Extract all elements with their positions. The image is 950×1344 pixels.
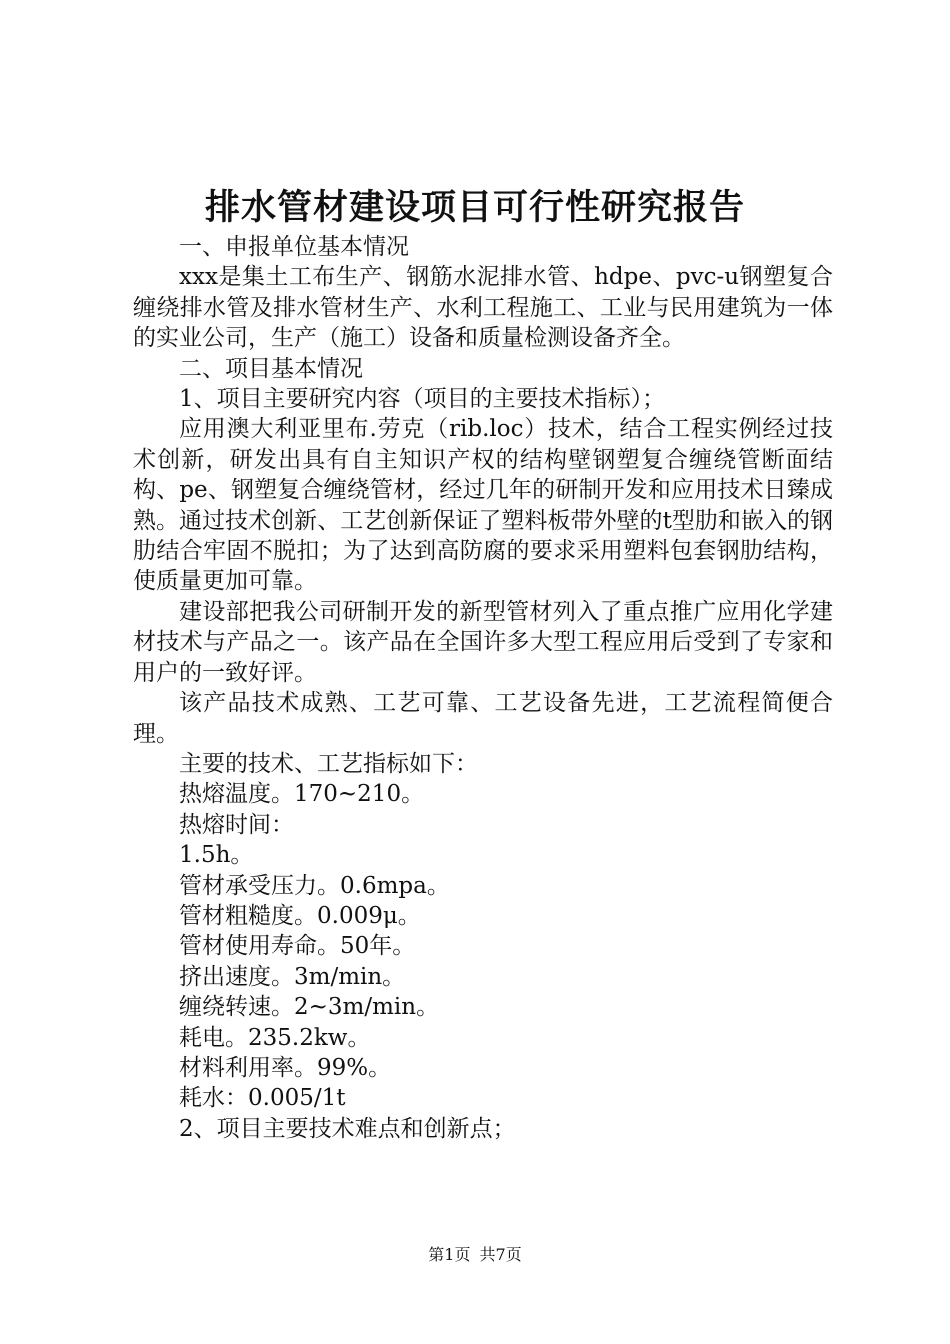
spec-line: 管材粗糙度。0.009μ。	[179, 902, 421, 929]
paragraph: 建设部把我公司研制开发的新型管材列入了重点推广应用化学建材技术与产品之一。该产品在全国许多大型工程应用后受到了专家和用户的一致好评。	[133, 598, 833, 686]
subsection-heading: 2、项目主要技术难点和创新点；	[179, 1115, 516, 1142]
spec-line: 挤出速度。3m/min。	[179, 963, 406, 990]
page-total: 共7页	[479, 1245, 522, 1264]
page-footer	[0, 1244, 950, 1266]
spec-line: 材料利用率。99%。	[179, 1054, 392, 1081]
section-heading: 一、申报单位基本情况	[179, 234, 409, 260]
spec-line: 1.5h。	[179, 842, 254, 869]
page-number: 第1页	[428, 1245, 471, 1264]
subsection-heading: 1、项目主要研究内容（项目的主要技术指标）；	[179, 386, 666, 413]
paragraph: 该产品技术成熟、工艺可靠、工艺设备先进，工艺流程简便合理。	[133, 690, 833, 747]
spec-line: 管材承受压力。0.6mpa。	[179, 872, 450, 899]
paragraph: 主要的技术、工艺指标如下：	[179, 750, 478, 777]
paragraph: 应用澳大利亚里布.劳克（rib.loc）技术，结合工程实例经过技术创新，研发出具有自主知识产权的结构壁钢塑复合缠绕管断面结构、pe、钢塑复合缠绕管材，经过几年的研制开发和应用技术日臻成熟。通过技术创新、工艺创新保证了塑料板带外壁的t型肋和嵌入的钢肋结合牢固不脱扣；为了达到高防腐的要求采用塑料包套钢肋结构，使质量更加可靠。	[133, 416, 833, 595]
section-heading: 二、项目基本情况	[179, 355, 363, 382]
spec-line: 热熔时间：	[179, 811, 294, 838]
spec-line: 缠绕转速。2~3m/min。	[179, 994, 440, 1021]
spec-line: 热熔温度。170~210。	[179, 781, 425, 808]
spec-line: 耗水：0.005/1t	[179, 1085, 346, 1112]
spec-line: 管材使用寿命。50年。	[179, 933, 416, 960]
document-body	[133, 232, 833, 1144]
paragraph: xxx是集土工布生产、钢筋水泥排水管、hdpe、pvc-u钢塑复合缠绕排水管及排水管材生产、水利工程施工、工业与民用建筑为一体的实业公司，生产（施工）设备和质量检测设备齐全。	[133, 264, 833, 352]
spec-line: 耗电。235.2kw。	[179, 1024, 371, 1051]
document-title: 排水管材建设项目可行性研究报告	[204, 187, 745, 228]
